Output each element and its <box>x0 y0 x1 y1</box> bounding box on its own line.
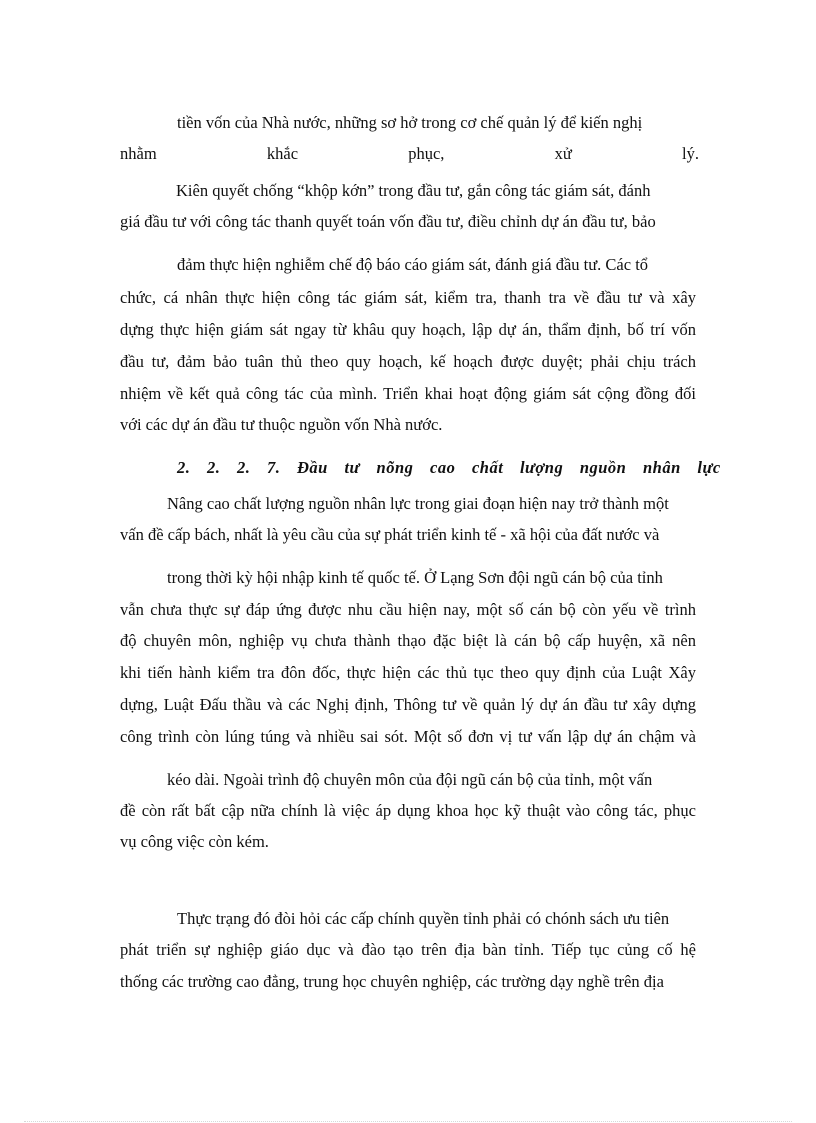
text-line: công trình còn lúng túng và nhiều sai sót. Một số đơn vị tư vấn lập dự án chậm và <box>120 727 696 746</box>
text-line: đề còn rất bất cập nữa chính là việc áp dụng khoa học kỹ thuật vào công tác, phục <box>120 801 696 820</box>
text-line: giá đầu tư với công tác thanh quyết toán vốn đầu tư, điều chỉnh dự án đầu tư, bảo <box>120 212 656 231</box>
text-line: dựng, Luật Đấu thầu và các Nghị định, Thông tư về quản lý dự án đầu tư xây dựng <box>120 695 696 714</box>
text-line: tiền vốn của Nhà nước, những sơ hở trong cơ chế quản lý để kiến nghị <box>177 113 643 132</box>
text-line: chức, cá nhân thực hiện công tác giám sát, kiểm tra, thanh tra về đầu tư và xây <box>120 288 696 307</box>
text-line: dựng thực hiện giám sát ngay từ khâu quy hoạch, lập dự án, thẩm định, bố trí vốn <box>120 320 696 339</box>
text-line: đầu tư, đảm bảo tuân thủ theo quy hoạch, kế hoạch được duyệt; phải chịu trách <box>120 352 696 371</box>
text-line: độ chuyên môn, nghiệp vụ chưa thành thạo đặc biệt là cán bộ cấp huyện, xã nên <box>120 631 696 650</box>
text-line: nhằm khắc phục, xử lý. <box>120 144 699 163</box>
text-line: vấn đề cấp bách, nhất là yêu cầu của sự phát triển kinh tế - xã hội của đất nước và <box>120 525 660 544</box>
text-line: khi tiến hành kiểm tra đôn đốc, thực hiện các thủ tục theo quy định của Luật Xây <box>120 663 696 682</box>
text-line: Kiên quyết chống “khộp kớn” trong đầu tư, gắn công tác giám sát, đánh <box>176 181 651 200</box>
text-line: phát triển sự nghiệp giáo dục và đào tạo trên địa bàn tỉnh. Tiếp tục củng cố hệ <box>120 940 696 959</box>
text-line: đảm thực hiện nghiễm chế độ báo cáo giám sát, đánh giá đầu tư. Các tổ <box>177 255 649 274</box>
text-line: vẫn chưa thực sự đáp ứng được nhu cầu hiện nay, một số cán bộ còn yếu về trình <box>120 600 696 619</box>
page-bottom-divider <box>24 1121 792 1122</box>
section-heading: 2. 2. 2. 7. Đầu tư nõng cao chất lượng nguồn nhân lực <box>177 458 721 477</box>
text-line: Thực trạng đó đòi hỏi các cấp chính quyền tỉnh phải có chónh sách ưu tiên <box>177 909 670 928</box>
text-line: trong thời kỳ hội nhập kinh tế quốc tế. Ở Lạng Sơn đội ngũ cán bộ của tỉnh <box>167 568 663 587</box>
text-line: Nâng cao chất lượng nguồn nhân lực trong giai đoạn hiện nay trở thành một <box>167 494 669 513</box>
text-line: nhiệm về kết quả công tác của mình. Triển khai hoạt động giám sát cộng đồng đối <box>120 384 696 403</box>
text-line: vụ công việc còn kém. <box>120 832 269 851</box>
text-line: thống các trường cao đẳng, trung học chuyên nghiệp, các trường dạy nghề trên địa <box>120 972 664 991</box>
text-line: với các dự án đầu tư thuộc nguồn vốn Nhà nước. <box>120 415 443 434</box>
text-line: kéo dài. Ngoài trình độ chuyên môn của đội ngũ cán bộ của tỉnh, một vấn <box>167 770 653 789</box>
